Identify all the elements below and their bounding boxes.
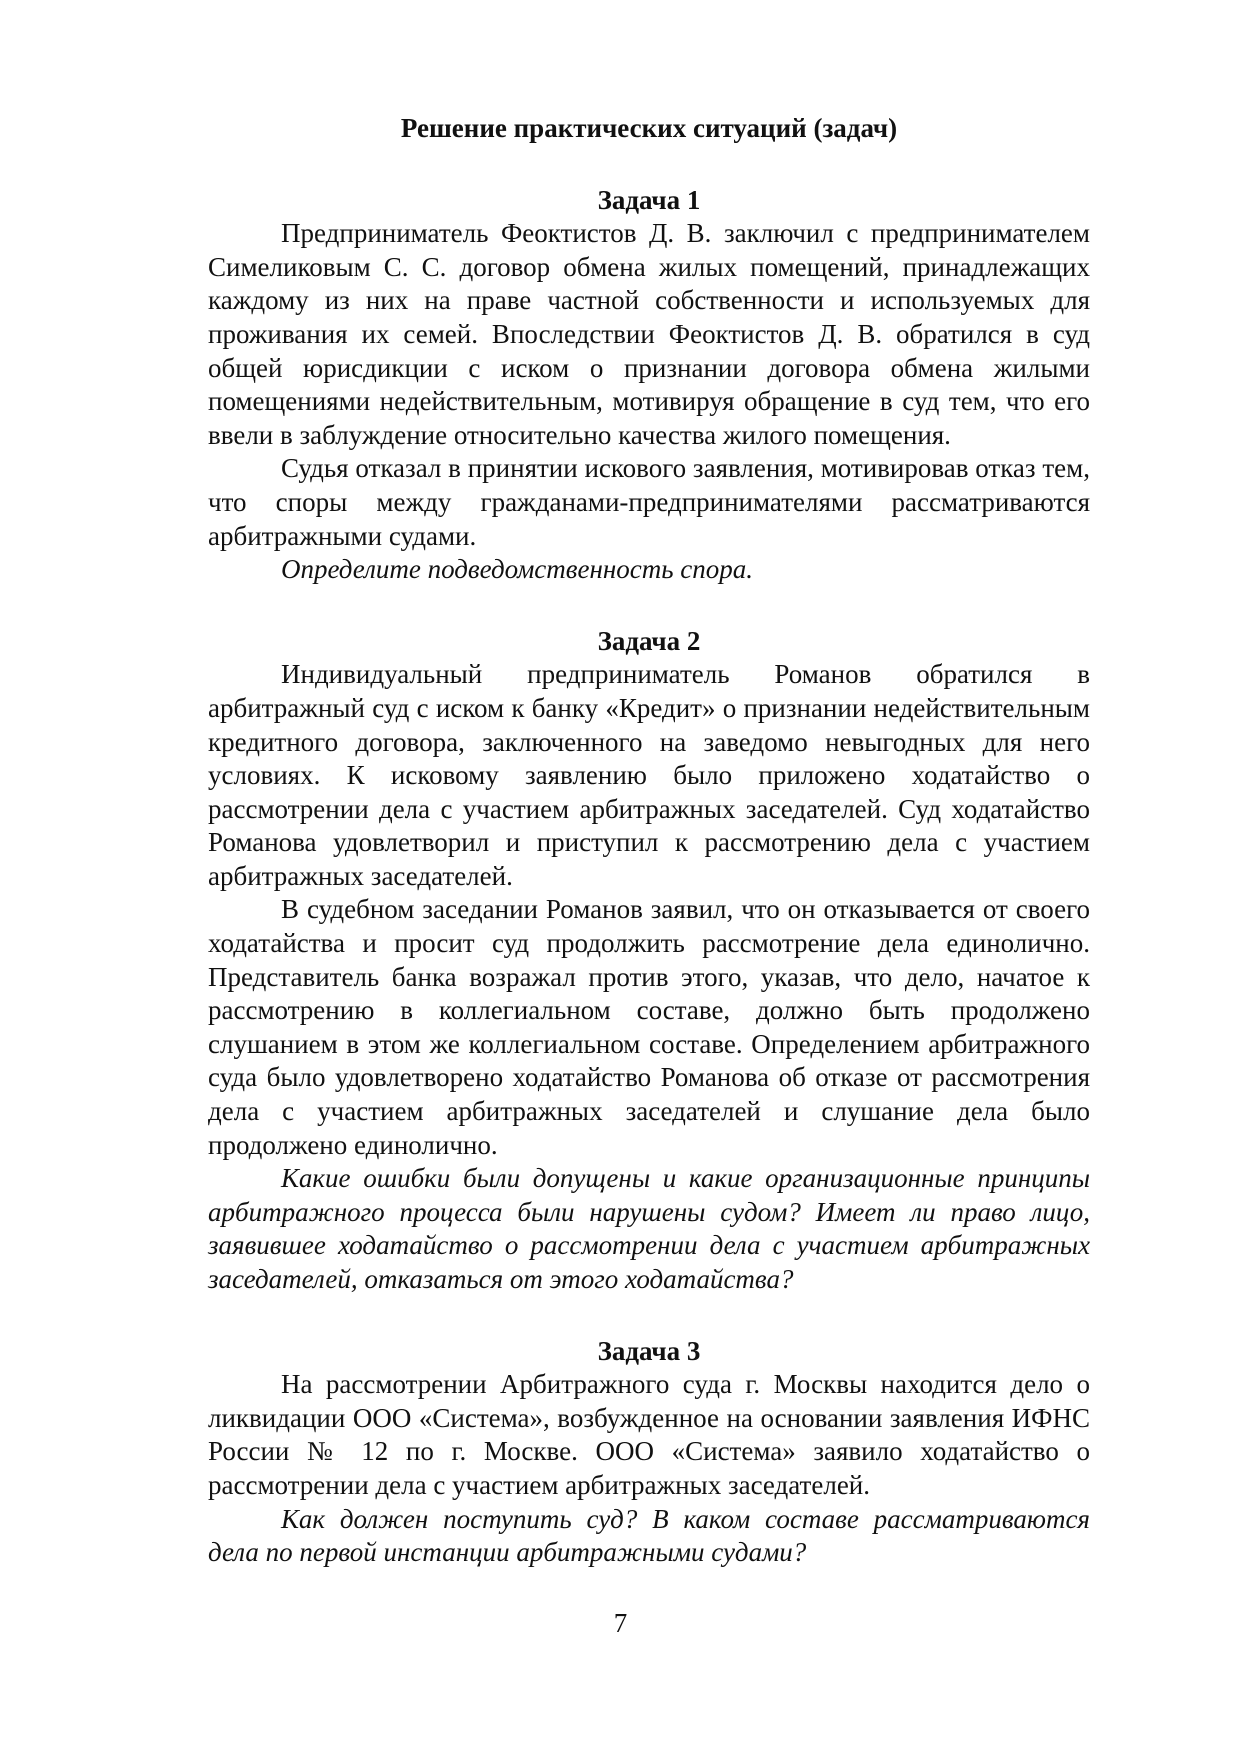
task-3 (208, 1335, 1090, 1570)
task-2-paragraph-1: Индивидуальный предприниматель Романов обратился в арбитражный суд с иском к банку «Кредит» о признании недействительным кредитного договора, заключенного на заведомо невыгодных для него условиях. К исковому заявлению было приложено ходатайство о рассмотрении дела с участием арбитражных заседателей. Суд ходатайство Романова удовлетворил и приступил к рассмотрению дела с участием арбитражных заседателей. (208, 659, 1090, 891)
task-2-paragraph-2: В судебном заседании Романов заявил, что он отказывается от своего ходатайства и просит суд продолжить рассмотрение дела единолично. Представитель банка возражал против этого, указав, что дело, начатое к рассмотрению в коллегиальном составе, должно быть продолжено слушанием в этом же коллегиальном составе. Определением арбитражного суда было удовлетворено ходатайство Романова об отказе от рассмотрения дела с участием арбитражных заседателей и слушание дела было продолжено единолично. (208, 894, 1090, 1160)
task-1 (208, 184, 1090, 587)
page-number: 7 (613, 1608, 628, 1638)
page-title: Решение практических ситуаций (задач) (400, 113, 898, 143)
task-3-question: Как должен поступить суд? В каком составе рассматриваются дела по первой инстанции арбитражными судами? (208, 1503, 1090, 1568)
task-1-heading: Задача 1 (597, 184, 701, 215)
task-3-heading: Задача 3 (597, 1335, 701, 1366)
task-1-paragraph-2: Судья отказал в принятии искового заявления, мотивировав отказ тем, что споры между гражданами-предпринимателями рассматриваются арбитражными судами. (208, 453, 1090, 551)
task-1-question: Определите подведомственность спора. (281, 554, 754, 585)
task-1-paragraph-1: Предприниматель Феоктистов Д. В. заключил с предпринимателем Симеликовым С. С. договор обмена жилых помещений, принадлежащих каждому из них на праве частной собственности и используемых для проживания их семей. Впоследствии Феоктистов Д. В. обратился в суд общей юрисдикции с иском о признании договора обмена жилыми помещениями недействительным, мотивируя обращение в суд тем, что его ввели в заблуждение относительно качества жилого помещения. (208, 218, 1090, 450)
task-2 (208, 625, 1090, 1297)
document-page (208, 112, 1090, 1570)
task-3-paragraph-1: На рассмотрении Арбитражного суда г. Москвы находится дело о ликвидации ООО «Система», возбужденное на основании заявления ИФНС России № 12 по г. Москве. ООО «Система» заявило ходатайство о рассмотрении дела с участием арбитражных заседателей. (208, 1369, 1090, 1500)
task-2-heading: Задача 2 (597, 625, 701, 656)
task-2-question: Какие ошибки были допущены и какие организационные принципы арбитражного процесса были нарушены судом? Имеет ли право лицо, заявившее ходатайство о рассмотрении дела с участием арбитражных заседателей, отказаться от этого ходатайства? (208, 1163, 1090, 1294)
